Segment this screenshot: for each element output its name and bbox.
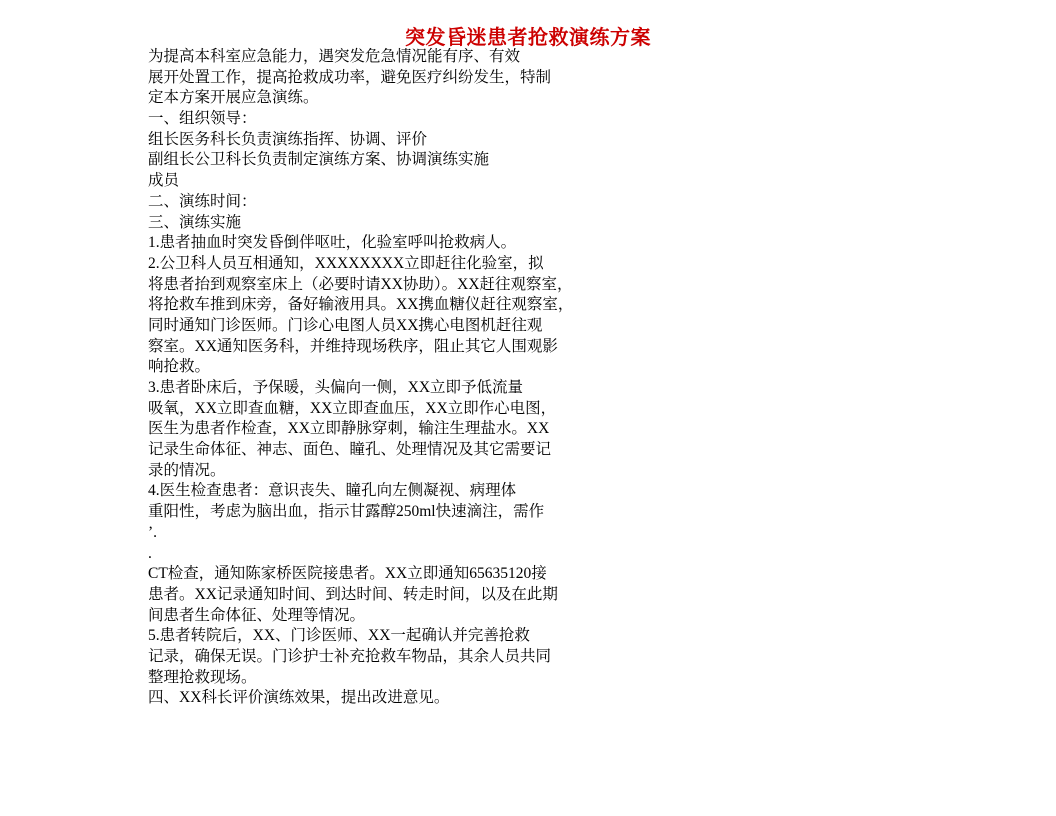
text-line: 二、演练时间：: [148, 192, 257, 210]
text-line: 2.公卫科人员互相通知，XXXXXXXX立即赶往化验室，拟: [148, 254, 544, 272]
text-line: 察室。XX通知医务科，并维持现场秩序，阻止其它人围观影: [148, 337, 558, 355]
text-line: 5.患者转院后，XX、门诊医师、XX一起确认并完善抢救: [148, 627, 530, 645]
text-line: 三、演练实施: [148, 213, 242, 231]
text-line: 重阳性，考虑为脑出血，指示甘露醇250ml快速滴注，需作: [148, 503, 545, 521]
text-line: 将抢救车推到床旁，备好输液用具。XX携血糖仪赶往观察室，: [148, 296, 574, 314]
text-line: 组长医务科长负责演练指挥、协调、评价: [148, 130, 428, 148]
text-line: 定本方案开展应急演练。: [148, 89, 319, 107]
text-line: 一、组织领导：: [148, 110, 257, 128]
text-line: 间患者生命体征、处理等情况。: [148, 606, 366, 624]
text-line: 副组长公卫科长负责制定演练方案、协调演练实施: [148, 151, 490, 169]
text-line: 为提高本科室应急能力，遇突发危急情况能有序、有效: [148, 48, 521, 65]
text-line: 医生为患者作检查，XX立即静脉穿刺，输注生理盐水。XX: [148, 420, 550, 438]
text-line: 录的情况。: [148, 461, 226, 479]
text-line: CT检查，通知陈家桥医院接患者。XX立即通知65635120接: [148, 565, 547, 583]
document-title: 突发昏迷患者抢救演练方案: [405, 27, 651, 49]
text-line: 4.医生检查患者：意识丧失、瞳孔向左侧凝视、病理体: [148, 482, 517, 500]
text-line: ’.: [148, 523, 158, 541]
text-line: 1.患者抽血时突发昏倒伴呕吐，化验室呼叫抢救病人。: [148, 234, 517, 252]
text-line: 展开处置工作，提高抢救成功率，避免医疗纠纷发生，特制: [148, 68, 552, 86]
text-line: 同时通知门诊医师。门诊心电图人员XX携心电图机赶往观: [148, 316, 543, 334]
text-line: 四、XX科长评价演练效果，提出改进意见。: [148, 689, 450, 707]
text-line: 患者。XX记录通知时间、到达时间、转走时间，以及在此期: [148, 585, 558, 603]
document-body: [148, 47, 928, 709]
text-line: 成员: [148, 172, 180, 190]
text-line: 响抢救。: [148, 358, 211, 376]
text-line: 记录生命体征、神志、面色、瞳孔、处理情况及其它需要记: [148, 441, 552, 459]
text-line: .: [148, 544, 152, 562]
text-line: 整理抢救现场。: [148, 668, 257, 686]
text-line: 吸氧，XX立即查血糖，XX立即查血压，XX立即作心电图，: [148, 399, 557, 417]
text-line: 3.患者卧床后，予保暖，头偏向一侧，XX立即予低流量: [148, 379, 524, 396]
text-line: 将患者抬到观察室床上（必要时请XX协助）。XX赶往观察室，: [148, 275, 573, 293]
text-line: 记录，确保无误。门诊护士补充抢救车物品，其余人员共同: [148, 647, 552, 665]
